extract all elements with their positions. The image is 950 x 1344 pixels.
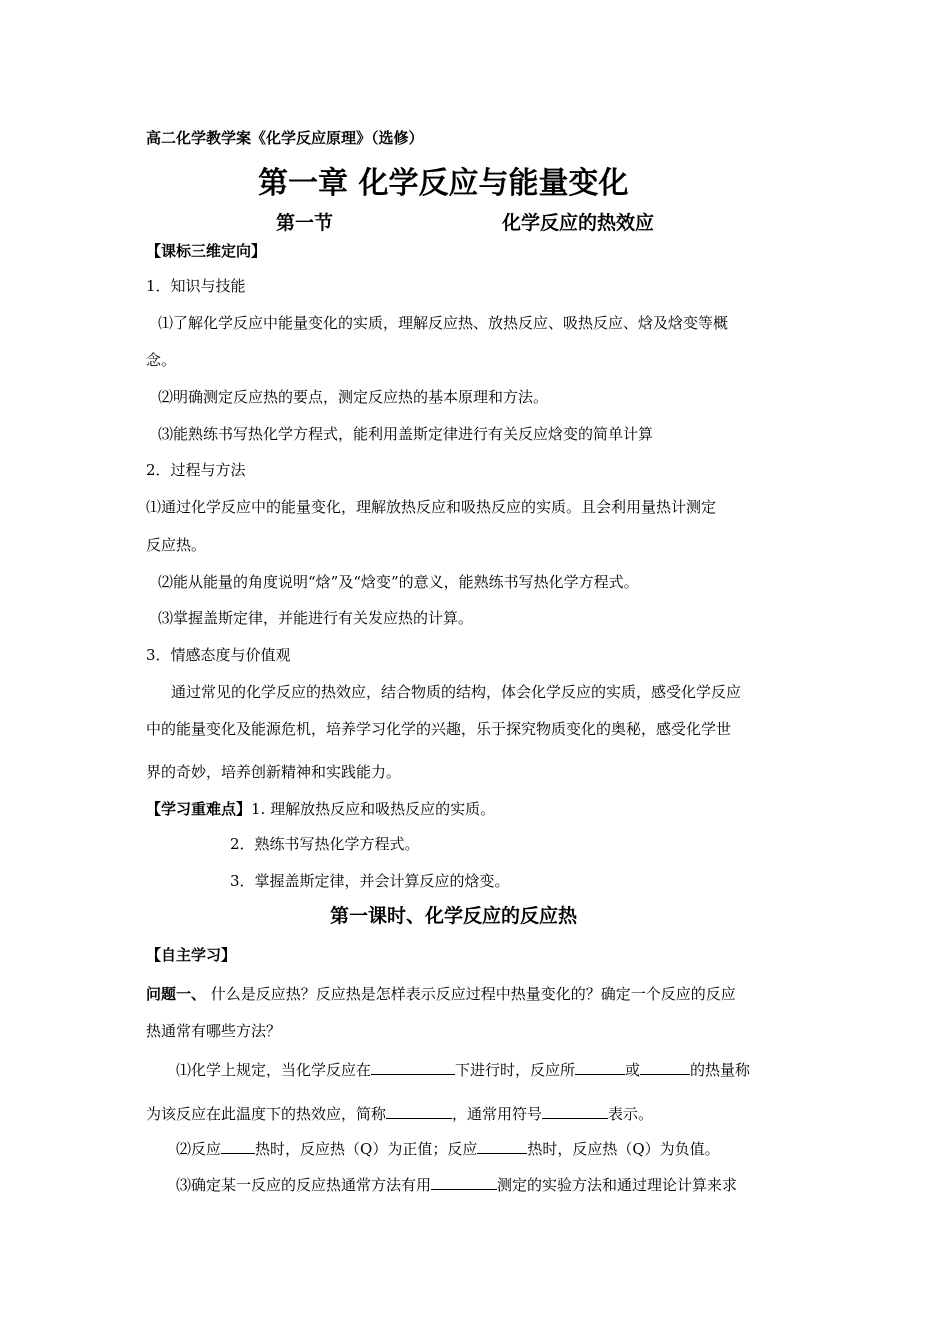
lesson-title: 第一课时、化学反应的反应热 [330, 905, 578, 927]
fill-2-text-b: 热时，反应热（Q）为正值；反应 [255, 1140, 478, 1158]
fill-blank-instrument[interactable] [431, 1173, 497, 1190]
fill-blank-release[interactable] [575, 1058, 625, 1075]
fill-blank-symbol[interactable] [542, 1102, 608, 1119]
chapter-title: 第一章 化学反应与能量变化 [258, 166, 629, 201]
process-item-1-cont: 反应热。 [146, 536, 207, 554]
key-point-3: 3．掌握盖斯定律，并会计算反应的焓变。 [230, 872, 510, 890]
knowledge-item-3: ⑶能熟练书写热化学方程式，能利用盖斯定律进行有关反应焓变的简单计算 [158, 425, 654, 443]
process-heading: 2．过程与方法 [146, 461, 246, 479]
process-item-3: ⑶掌握盖斯定律，并能进行有关发应热的计算。 [158, 609, 474, 627]
fill-item-2 [176, 1137, 720, 1159]
objectives-heading: 【课标三维定向】 [146, 242, 267, 260]
fill-1-text-g: 表示。 [608, 1105, 654, 1123]
section-number: 第一节 [276, 212, 334, 234]
question-1-line-1 [146, 984, 736, 1004]
knowledge-item-1: ⑴了解化学反应中能量变化的实质，理解反应热、放热反应、吸热反应、焓及焓变等概 [158, 314, 729, 332]
fill-3-text-a: ⑶确定某一反应的反应热通常方法有用 [176, 1176, 432, 1194]
process-item-2: ⑵能从能量的角度说明“焓”及“焓变”的意义，能熟练书写热化学方程式。 [158, 573, 639, 591]
fill-1-text-d: 的热量称 [690, 1061, 751, 1079]
fill-blank-short-name[interactable] [386, 1102, 452, 1119]
emotion-line-3: 界的奇妙，培养创新精神和实践能力。 [146, 763, 402, 781]
fill-blank-condition[interactable] [371, 1058, 455, 1075]
question-1-line-2: 热通常有哪些方法？ [146, 1022, 282, 1040]
emotion-line-2: 中的能量变化及能源危机，培养学习化学的兴趣，乐于探究物质变化的奥秘，感受化学世 [146, 720, 732, 738]
knowledge-heading: 1．知识与技能 [146, 277, 246, 295]
question-1-text: 什么是反应热？反应热是怎样表示反应过程中热量变化的？确定一个反应的反应 [206, 985, 736, 1003]
fill-blank-exo[interactable] [221, 1137, 255, 1154]
fill-1-text-c: 或 [625, 1061, 641, 1079]
knowledge-item-2: ⑵明确测定反应热的要点，测定反应热的基本原理和方法。 [158, 388, 549, 406]
fill-1-text-b: 下进行时，反应所 [455, 1061, 576, 1079]
fill-blank-absorb[interactable] [640, 1058, 690, 1075]
fill-item-1-line-1 [176, 1058, 750, 1080]
key-point-2: 2．熟练书写热化学方程式。 [230, 835, 420, 853]
question-1-label: 问题一、 [146, 985, 207, 1003]
fill-item-1-line-2 [146, 1102, 653, 1124]
fill-3-text-b: 测定的实验方法和通过理论计算来求 [497, 1176, 738, 1194]
fill-1-text-f: ，通常用符号 [452, 1105, 543, 1123]
self-study-heading: 【自主学习】 [146, 946, 237, 964]
course-title: 高二化学教学案《化学反应原理》（选修） [146, 129, 424, 147]
knowledge-item-1-cont: 念。 [146, 351, 177, 369]
key-points-heading: 【学习重难点】 [146, 800, 252, 818]
key-point-1: 1. 理解放热反应和吸热反应的实质。 [251, 800, 496, 818]
key-points-row-1 [146, 799, 495, 819]
emotion-line-1: 通过常见的化学反应的热效应，结合物质的结构，体会化学反应的实质，感受化学反应 [171, 683, 742, 701]
fill-blank-endo[interactable] [477, 1137, 527, 1154]
process-item-1: ⑴通过化学反应中的能量变化，理解放热反应和吸热反应的实质。且会利用量热计测定 [146, 498, 717, 516]
fill-1-text-e: 为该反应在此温度下的热效应，简称 [146, 1105, 387, 1123]
fill-item-3 [176, 1173, 737, 1195]
fill-2-text-c: 热时，反应热（Q）为负值。 [527, 1140, 720, 1158]
section-title: 化学反应的热效应 [502, 212, 655, 234]
emotion-heading: 3．情感态度与价值观 [146, 646, 291, 664]
fill-1-text-a: ⑴化学上规定，当化学反应在 [176, 1061, 372, 1079]
fill-2-text-a: ⑵反应 [176, 1140, 222, 1158]
